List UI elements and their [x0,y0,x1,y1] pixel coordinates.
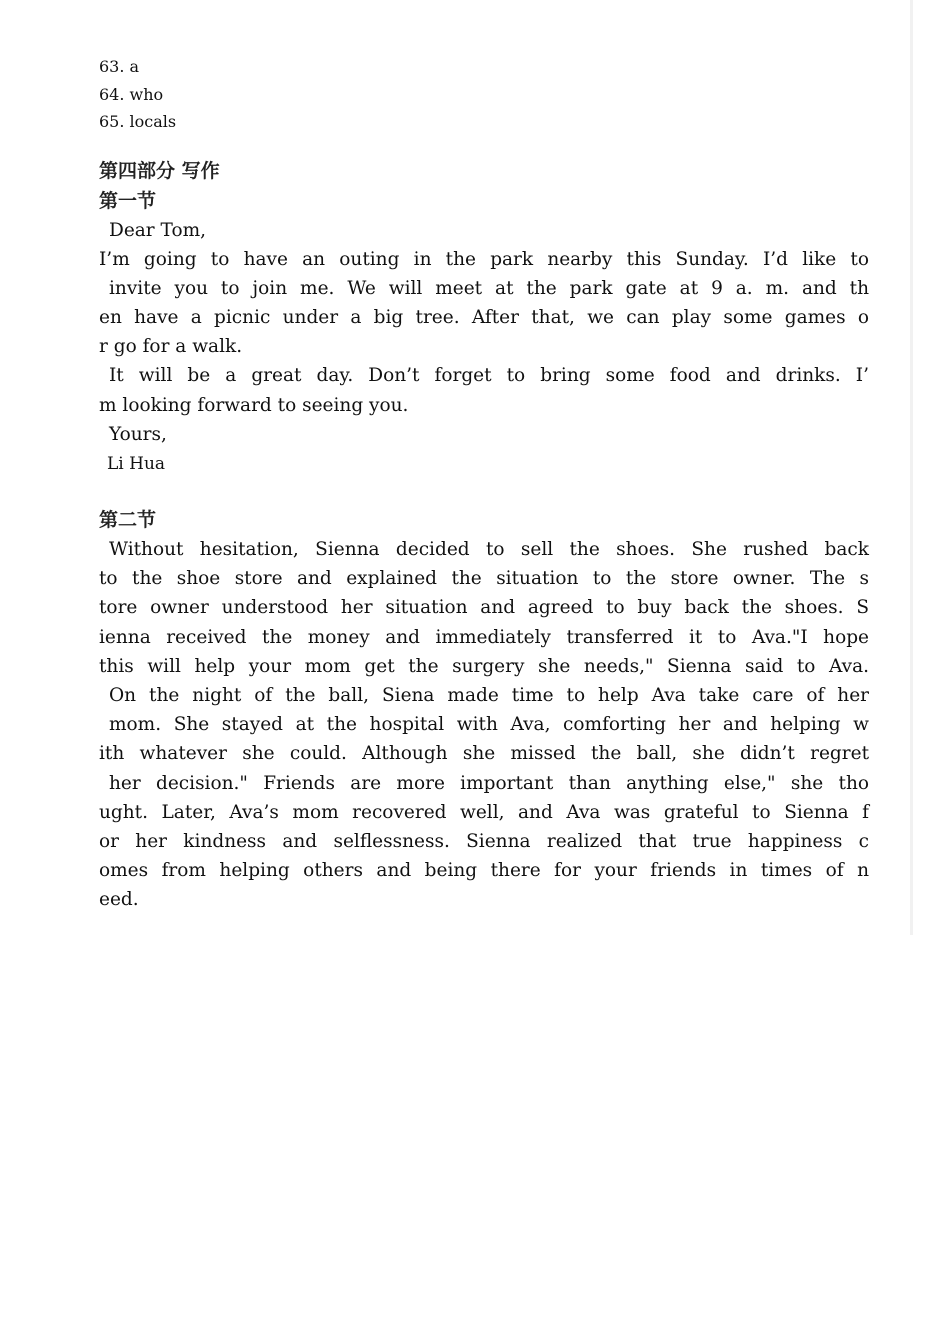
page-edge-shadow [910,0,913,935]
story-line: omes from helping others and being there for your friends in times of n [99,860,869,882]
part2-title: 第二节 [99,509,157,531]
story-line: to the shoe store and explained the situation to the store owner. The s [99,568,869,590]
story-line: eed. [99,889,139,911]
story-line: ith whatever she could. Although she missed the ball, she didn’t regret [99,743,869,765]
story-line: tore owner understood her situation and agreed to buy back the shoes. S [99,597,869,619]
story-line: ught. Later, Ava’s mom recovered well, and Ava was grateful to Sienna f [99,801,869,823]
letter-line: m looking forward to seeing you. [99,394,409,416]
letter-line: It will be a great day. Don’t forget to bring some food and drinks. I’ [109,365,869,387]
section-title: 第四部分 写作 [99,159,220,182]
letter-line: en have a picnic under a big tree. After that, we can play some games o [99,307,869,329]
story-line: ienna received the money and immediately transferred it to Ava."I hope [99,626,869,648]
letter-signature: Li Hua [107,454,166,474]
document-content [99,53,869,914]
answer-65: 65. locals [99,112,177,131]
story-line: Without hesitation, Sienna decided to sell the shoes. She rushed back [109,539,869,560]
story-line: mom. She stayed at the hospital with Ava, comforting her and helping w [109,714,869,736]
answer-63: 63. a [99,57,140,76]
story-line: this will help your mom get the surgery she needs," Sienna said to Ava. [99,655,869,677]
part1-title: 第一节 [99,189,157,212]
letter-line: I’m going to have an outing in the park nearby this Sunday. I’d like to [99,248,869,270]
answer-64: 64. who [99,84,164,104]
letter-line: r go for a walk. [99,336,243,358]
story-line: On the night of the ball, Siena made time to help Ava take care of her [109,684,869,706]
letter-closing: Yours, [109,423,167,445]
letter-line: invite you to join me. We will meet at the park gate at 9 a. m. and th [109,277,869,299]
letter-greeting: Dear Tom, [109,219,206,241]
story-line: her decision." Friends are more important than anything else," she tho [109,772,869,794]
story-line: or her kindness and selflessness. Sienna realized that true happiness c [99,830,869,852]
